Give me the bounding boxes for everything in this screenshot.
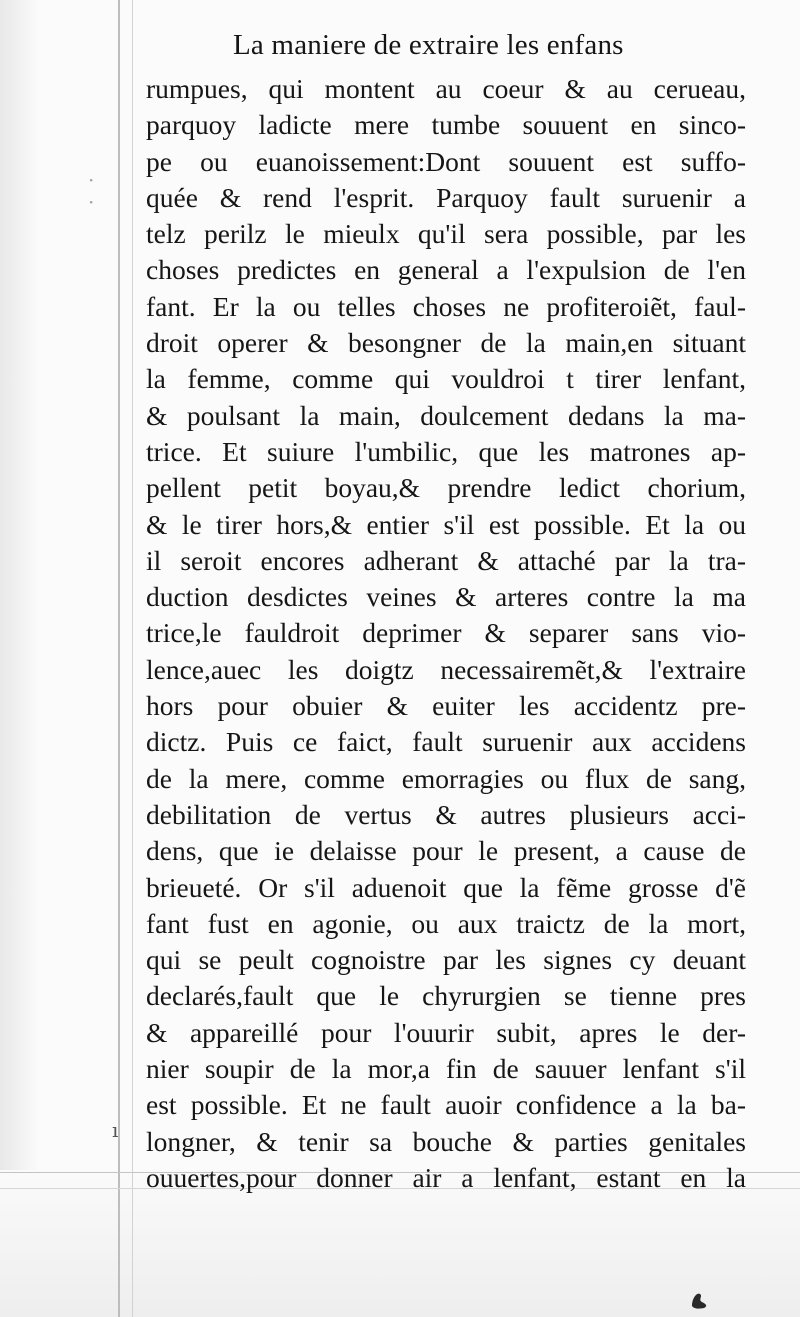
text-line: brieueté. Or s'il aduenoit que la fẽme grosse d'ẽ (146, 871, 746, 903)
text-line: choses predictes en general a l'expulsion de l'en (146, 254, 746, 286)
text-line: trice,le fauldroit deprimer & separer sans vio- (146, 617, 746, 649)
text-line: est possible. Et ne fault auoir confidence a la ba- (146, 1089, 746, 1121)
text-line: parquoy ladicte mere tumbe souuent en sinco- (146, 109, 746, 141)
text-line: nier soupir de la mor,a fin de sauuer lenfant s'il (146, 1053, 746, 1085)
text-line: & le tirer hors,& entier s'il est possible. Et la ou (146, 508, 746, 540)
text-line: longner, & tenir sa bouche & parties genitales (146, 1125, 746, 1157)
text-line: pe ou euanoissement:Dont souuent est suffo- (146, 145, 746, 177)
text-line: fant. Er la ou telles choses ne profiteroiẽt, faul- (146, 290, 746, 322)
ink-blot-icon (688, 1288, 710, 1310)
text-line: trice. Et suiure l'umbilic, que les matrones ap- (146, 435, 746, 467)
text-line: qui se peult cognoistre par les signes cy deuant (146, 944, 746, 976)
text-block (146, 71, 746, 1196)
text-line: debilitation de vertus & autres plusieurs acci- (146, 798, 746, 830)
margin-rule-vertical-inner (132, 0, 133, 1317)
text-line: declarés,fault que le chyrurgien se tienne pres (146, 980, 746, 1012)
margin-dot-mark: · (88, 190, 95, 214)
text-line: rumpues, qui montent au coeur & au cerueau, (146, 73, 746, 104)
text-line: il seroit encores adherant & attaché par la tra- (146, 544, 746, 576)
text-line: droit operer & besongner de la main,en situant (146, 327, 746, 359)
text-line: dictz. Puis ce faict, fault suruenir aux accidens (146, 726, 746, 758)
text-line: dens, que ie delaisse pour le present, a cause de (146, 835, 746, 867)
text-line: telz perilz le mieulx qu'il sera possible, par les (146, 218, 746, 250)
text-line: pellent petit boyau,& prendre ledict chorium, (146, 472, 746, 504)
text-line: & poulsant la main, doulcement dedans la ma- (146, 399, 746, 431)
text-line: la femme, comme qui vouldroi t tirer lenfant, (146, 363, 746, 395)
text-line: quée & rend l'esprit. Parquoy fault suruenir a (146, 181, 746, 213)
text-line: ouuertes,pour donner air a lenfant, estant en la (146, 1161, 746, 1193)
page-edge-shadow (0, 0, 40, 1317)
text-line: de la mere, comme emorragies ou flux de sang, (146, 762, 746, 794)
text-line: & appareillé pour l'ouurir subit, apres le der- (146, 1016, 746, 1048)
running-head: La maniere de extraire les enfans (233, 29, 624, 61)
margin-tick-mark: ı (112, 1118, 119, 1142)
text-line: duction desdictes veines & arteres contre la ma (146, 581, 746, 613)
text-line: hors pour obuier & euiter les accidentz pre- (146, 690, 746, 722)
margin-dot-mark: · (88, 168, 95, 192)
text-line: fant fust en agonie, ou aux traictz de la mort, (146, 907, 746, 939)
text-line: lence,auec les doigtz necessairemẽt,& l'extraire (146, 653, 746, 685)
